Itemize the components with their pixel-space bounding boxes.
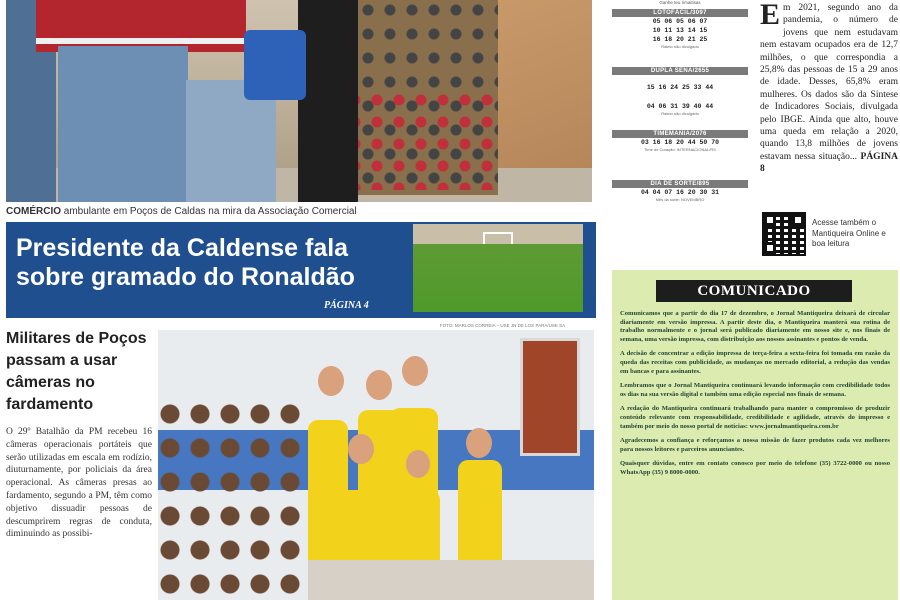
lottery-sub: Rateio não divulgado xyxy=(661,44,699,49)
lottery-title: DUPLA SENA/2655 xyxy=(612,67,748,75)
caption-text: ambulante em Poços de Caldas na mira da Associação Comercial xyxy=(61,206,357,217)
news-page-ref: PÁGINA 8 xyxy=(760,151,898,175)
lottery-sub: Time do Coração: INTERNACIONAL/RS xyxy=(644,147,716,152)
lottery-numbers: 03 16 18 20 44 50 70 xyxy=(640,139,719,146)
lottery-numbers: 04 04 07 16 20 30 31 xyxy=(640,189,719,196)
lottery-numbers: 15 16 24 25 33 44 xyxy=(646,84,714,91)
comunicado-title: COMUNICADO xyxy=(656,280,852,302)
militares-headline[interactable]: Militares de Poços passam a usar câmeras no fardamento xyxy=(6,330,147,413)
qr-text: Acesse também o Mantiqueira Online e boa leitura xyxy=(812,218,886,248)
lottery-sub: Rateio não divulgado xyxy=(661,111,699,116)
news-text: m 2021, segundo ano da pandemia, o número de jovens que nem estudavam nem estavam ocupados era de 12,7 milhões, o que correspondia a 25,8% das pessoas de 15 a 29 anos de idade. Desses, 65,8% eram mulheres. Os dados são da Síntese de Indicadores Sociais, divulgada pelo IBGE. Ainda que alto, houve uma queda em relação a 2020, quando 13,8 milhões de jovens estavam nessa situação... xyxy=(760,3,898,162)
youth-unemployment-story[interactable] xyxy=(760,2,898,176)
street-vendor-photo xyxy=(6,0,592,202)
comunicado-body xyxy=(620,310,890,484)
lottery-numbers: 04 06 31 39 40 44 xyxy=(646,103,714,110)
dropcap: E xyxy=(760,0,781,31)
lottery-note: Ganhe teu rimaitisas xyxy=(659,0,701,5)
comunicado-paragraph: Quaisquer dúvidas, entre em contato conosco por meio do telefone (35) 3722-0000 ou nosso WhatsApp (35) 9 8000-0000. xyxy=(620,460,890,476)
volunteers-photo xyxy=(158,330,594,600)
comunicado-paragraph: Agradecemos a confiança e reforçamos a nossa missão de fazer produtos cada vez melhores para nossos leitores e parceiros anunciantes. xyxy=(620,437,890,453)
lottery-numbers: 05 06 05 06 07 xyxy=(652,18,708,25)
lottery-title: DIA DE SORTE/895 xyxy=(612,180,748,188)
militares-body: O 29º Batalhão da PM recebeu 16 câmeras operacionais portáteis que serão utilizadas em escala em rodízio, diuturnamente, por policiais da área operacional. As câmeras presas ao fardamento, segundo a PM, têm como objetivo dissuadir pessoas de descumprirem regras de conduta, diminuindo as possibi- xyxy=(6,427,152,540)
lottery-numbers: 10 11 13 14 15 xyxy=(652,27,708,34)
stadium-field-photo xyxy=(413,224,583,312)
lottery-sub: Mês da sorte: NOVEMBRO xyxy=(655,197,705,202)
comunicado-paragraph: A redação do Mantiqueira continuará trabalhando para manter o compromisso de produzir conteúdo relevante com responsabilidade, credibilidade e agilidade, através do impresso e também por meio do nosso portal de notícias: www.jornalmantiqueira.com.br xyxy=(620,405,890,430)
comunicado-paragraph: Comunicamos que a partir do dia 17 de dezembro, o Jornal Mantiqueira deixará de circular diariamente em versão impressa. A partir deste dia, o Mantiqueira manterá sua rotina de trabalho normalmente e o jornal será publicado diariamente em nosso site e, nos finais de semana, uma versão impressa, com distribuição aos nossos assinantes e pontos de venda. xyxy=(620,310,890,343)
photo-credit: FOTO: MARLOS CORREIA – USE JN DE LOS PARA/USE SA xyxy=(440,323,566,328)
comunicado-paragraph: Lembramos que o Jornal Mantiqueira continuará levando informação com credibilidade todos os dias na sua versão digital e também uma edição especial nos finais de semana. xyxy=(620,382,890,398)
photo-caption xyxy=(6,206,596,217)
lottery-results xyxy=(612,0,748,202)
comunicado-box xyxy=(612,270,898,600)
comunicado-paragraph: A decisão de concentrar a edição impressa de terça-feira a sexta-feira foi tomada em razão da queda das receitas com publicidade, as mudanças no mercado editorial, a redução das vendas em bancas e para assinantes. xyxy=(620,350,890,375)
lottery-title: TIMEMANIA/2076 xyxy=(612,130,748,138)
lottery-numbers: 16 18 20 21 25 xyxy=(652,36,708,43)
caldense-banner[interactable] xyxy=(6,222,596,318)
caption-label: COMÉRCIO xyxy=(6,206,61,217)
caldense-headline[interactable]: Presidente da Caldense fala sobre gramado do Ronaldão xyxy=(16,234,355,291)
lottery-title: LOTOFÁCIL/3097 xyxy=(612,9,748,17)
caldense-page-ref: PÁGINA 4 xyxy=(324,300,369,311)
qr-code-icon[interactable] xyxy=(762,212,806,256)
